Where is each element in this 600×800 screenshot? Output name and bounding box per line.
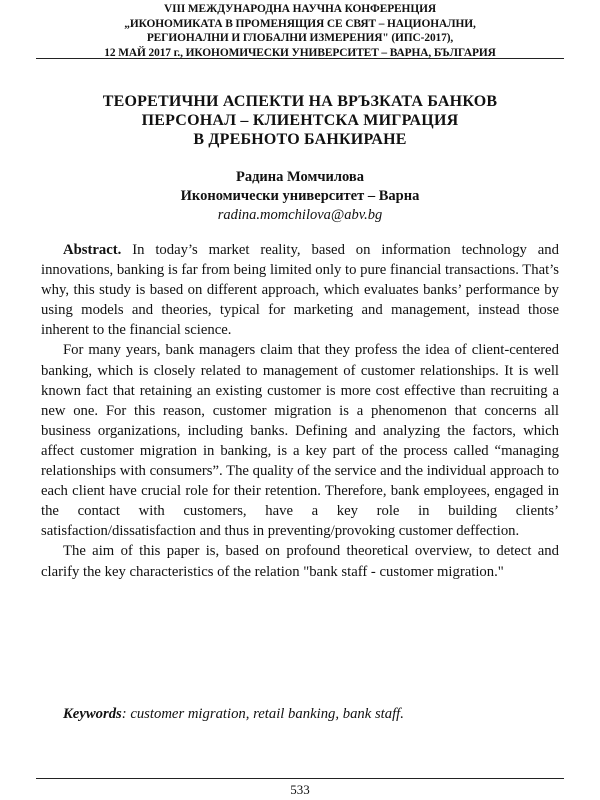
conference-header-line: 12 МАЙ 2017 г., ИКОНОМИЧЕСКИ УНИВЕРСИТЕТ – ВАРНА, БЪЛГАРИЯ — [104, 46, 496, 59]
abstract — [41, 240, 559, 582]
page-number: 533 — [290, 782, 310, 797]
footer-divider — [36, 778, 564, 779]
paper-title — [30, 92, 570, 149]
keywords-text: : customer migration, retail banking, bank staff. — [121, 706, 404, 722]
author-email: radina.momchilova@abv.bg — [217, 207, 383, 223]
abstract-label: Abstract. — [63, 242, 122, 258]
keywords-label: Keywords — [63, 706, 122, 722]
abstract-paragraph: The aim of this paper is, based on profound theoretical overview, to detect and clarify the key characteristics of the relation "bank staff - customer migration." — [41, 543, 559, 580]
keywords — [41, 704, 559, 724]
title-line: ПЕРСОНАЛ – КЛИЕНТСКА МИГРАЦИЯ — [141, 112, 459, 129]
abstract-paragraph — [41, 240, 559, 340]
author-affiliation: Икономически университет – Варна — [180, 188, 420, 204]
author-block — [30, 168, 570, 225]
title-line: В ДРЕБНОТО БАНКИРАНЕ — [193, 131, 407, 148]
title-line: ТЕОРЕТИЧНИ АСПЕКТИ НА ВРЪЗКАТА БАНКОВ — [102, 93, 498, 110]
conference-header-line: „ИКОНОМИКАТА В ПРОМЕНЯЩИЯ СЕ СВЯТ – НАЦИОНАЛНИ, — [124, 17, 476, 30]
abstract-paragraph: For many years, bank managers claim that they profess the idea of client-centered banking, which is closely related to management of customer relationships. It is well known fact that retaining an existing customer is more cost effective than recruiting a new one. For this reason, customer migration is a phenomenon that concerns all business organizations, including banks. Defining and analyzing the factors, which affect customer migration in banking, is a key part of the process called “managing relationships with consumers”. The quality of the service and the individual approach to each client have crucial role for their retention. Therefore, bank employees, engaged in the contact with customers, have a key role in building clients’ satisfaction/dissatisfaction and thus in preventing/provoking customer deffection. — [41, 342, 559, 540]
author-name: Радина Момчилова — [235, 169, 364, 185]
conference-header-line: РЕГИОНАЛНИ И ГЛОБАЛНИ ИЗМЕРЕНИЯ" (ИПС-2017), — [146, 32, 454, 44]
abstract-text: In today’s market reality, based on information technology and innovations, banking is far from being limited only to pure financial transactions. That’s why, this study is based on different approach, which evaluates banks’ performance by using models and theories, typical for marketing and management, instead those inherent to the financial science. — [41, 242, 559, 339]
conference-header — [24, 2, 576, 60]
header-divider — [36, 58, 564, 59]
conference-header-line: VIII МЕЖДУНАРОДНА НАУЧНА КОНФЕРЕНЦИЯ — [164, 3, 436, 15]
